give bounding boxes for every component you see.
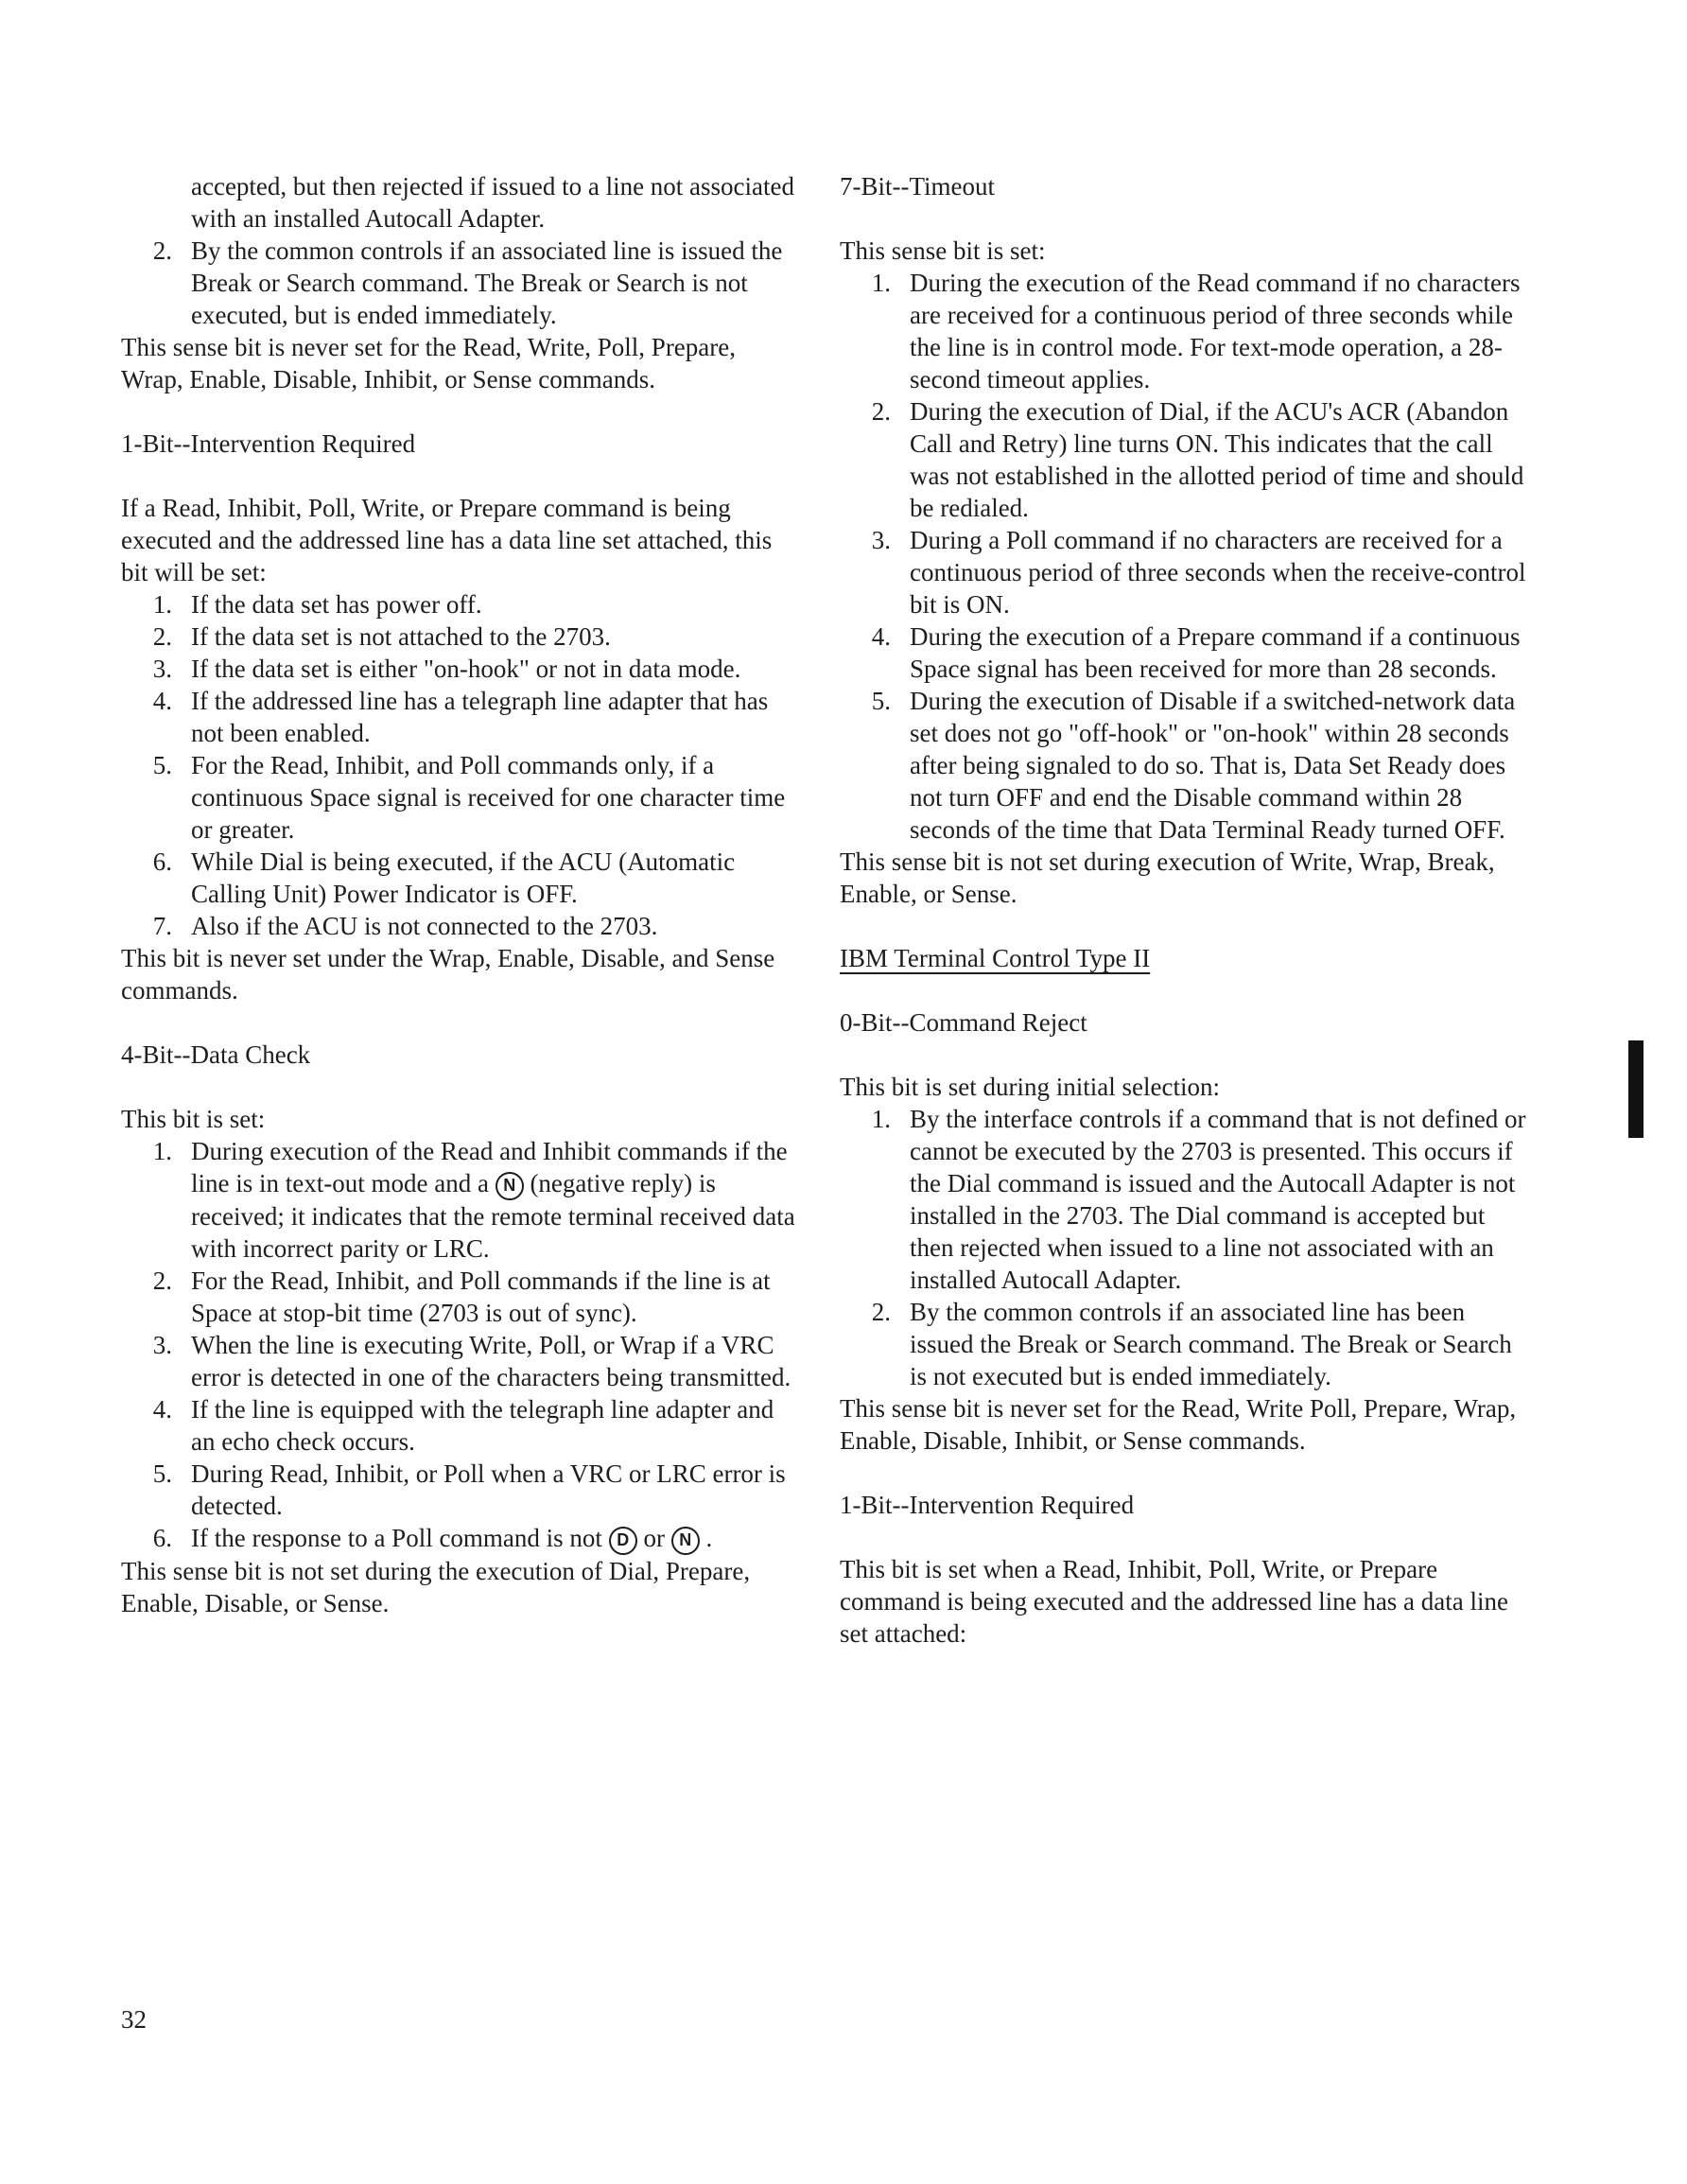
list-item: 6. While Dial is being executed, if the ACU (Automatic Calling Unit) Power Indicator is OFF.	[152, 847, 736, 908]
section-heading: 0-Bit--Command Reject	[840, 1008, 1087, 1037]
intro-paragraph: This bit is set:	[121, 1105, 266, 1133]
note-paragraph: This sense bit is not set during the execution of Dial, Prepare, Enable, Disable, or Sense.	[121, 1556, 751, 1617]
section-heading: 7-Bit--Timeout	[840, 172, 996, 201]
section-heading: 1-Bit--Intervention Required	[840, 1491, 1135, 1519]
list-item: 2. During the execution of Dial, if the ACU's ACR (Abandon Call and Retry) line turns ON. This indicates that the call was not established in the allotted period of time and should be redialed.	[871, 397, 1524, 522]
numbered-list	[840, 267, 1530, 846]
left-column	[121, 170, 802, 1619]
list-item: 3. When the line is executing Write, Poll, or Wrap if a VRC error is detected in one of the characters being transmitted.	[152, 1330, 791, 1391]
list-item: accepted, but then rejected if issued to a line not associated with an installed Autocall Adapter.	[191, 172, 795, 233]
d-reply-symbol: D	[609, 1527, 637, 1555]
numbered-list	[840, 1103, 1530, 1392]
intro-paragraph: This sense bit is set:	[840, 236, 1046, 265]
section-heading: 1-Bit--Intervention Required	[121, 429, 416, 458]
numbered-list	[121, 1135, 802, 1555]
section-heading: 4-Bit--Data Check	[121, 1040, 311, 1069]
list-item: 4. If the addressed line has a telegraph line adapter that has not been enabled.	[152, 687, 769, 747]
intro-paragraph: If a Read, Inhibit, Poll, Write, or Prepare command is being executed and the addressed line has a data line set attached, this bit will be set:	[121, 494, 773, 586]
list-item: 5. For the Read, Inhibit, and Poll commands only, if a continuous Space signal is received for one character time or greater.	[152, 751, 786, 844]
list-item: 5. During Read, Inhibit, or Poll when a VRC or LRC error is detected.	[152, 1459, 786, 1520]
list-item: 1. During the execution of the Read command if no characters are received for a continuous period of three seconds while the line is in control mode. For text-mode operation, a 28-second timeout applies.	[871, 269, 1521, 393]
list-item: 3. During a Poll command if no characters are received for a continuous period of three seconds when the receive-control bit is ON.	[871, 526, 1526, 619]
list-item: 2. By the common controls if an associated line is issued the Break or Search command. The Break or Search is not executed, but is ended immediately.	[152, 236, 783, 329]
edge-index-tab	[1628, 1040, 1644, 1138]
section-title: IBM Terminal Control Type II	[840, 944, 1151, 972]
list-item: 1. If the data set has power off.	[152, 590, 482, 619]
intro-paragraph: This bit is set when a Read, Inhibit, Poll, Write, or Prepare command is being executed and the addressed line has a data line set attached:	[840, 1555, 1508, 1648]
negative-reply-symbol: N	[671, 1527, 700, 1555]
note-paragraph: This sense bit is never set for the Read, Write Poll, Prepare, Wrap, Enable, Disable, Inhibit, or Sense commands.	[840, 1394, 1517, 1455]
negative-reply-symbol: N	[496, 1172, 524, 1200]
list-item: 4. If the line is equipped with the telegraph line adapter and an echo check occurs.	[152, 1394, 774, 1456]
page-number: 32	[121, 2005, 147, 2034]
note-paragraph: This bit is never set under the Wrap, Enable, Disable, and Sense commands.	[121, 944, 775, 1005]
list-item: 7. Also if the ACU is not connected to the 2703.	[152, 912, 658, 940]
list-item: 5. During the execution of Disable if a switched-network data set does not go "off-hook" or "on-hook" within 28 seconds after being signaled to do so. That is, Data Set Ready does not turn OFF and end the Disable command within 28 seconds of the time that Data Terminal Ready turned OFF.	[871, 687, 1516, 844]
continued-list	[121, 170, 802, 331]
intro-paragraph: This bit is set during initial selection:	[840, 1073, 1220, 1101]
list-item: 6. If the response to a Poll command is not D or N .	[121, 1522, 802, 1555]
list-item: 2. For the Read, Inhibit, and Poll commands if the line is at Space at stop-bit time (2703 is out of sync).	[152, 1266, 771, 1327]
note-paragraph: This sense bit is never set for the Read, Write, Poll, Prepare, Wrap, Enable, Disable, Inhibit, or Sense commands.	[121, 333, 737, 393]
numbered-list	[121, 588, 802, 942]
list-item: 4. During the execution of a Prepare command if a continuous Space signal has been received for more than 28 seconds.	[871, 622, 1521, 683]
right-column	[840, 170, 1530, 1650]
list-item: 2. By the common controls if an associated line has been issued the Break or Search command. The Break or Search is not executed but is ended immediately.	[871, 1298, 1512, 1390]
list-item: 1. By the interface controls if a command that is not defined or cannot be executed by the 2703 is presented. This occurs if the Dial command is issued and the Autocall Adapter is not installed in the 2703. The Dial command is accepted but then rejected when issued to a line not associated with an installed Autocall Adapter.	[871, 1105, 1526, 1294]
note-paragraph: This sense bit is not set during execution of Write, Wrap, Break, Enable, or Sense.	[840, 847, 1495, 908]
list-item: 3. If the data set is either "on-hook" or not in data mode.	[152, 655, 741, 683]
list-item: 2. If the data set is not attached to the 2703.	[152, 622, 611, 651]
list-item: 1. During execution of the Read and Inhibit commands if the line is in text-out mode and a N (negative reply) is received; it indicates that the remote terminal received data with incorrect parity or LRC.	[152, 1137, 795, 1263]
